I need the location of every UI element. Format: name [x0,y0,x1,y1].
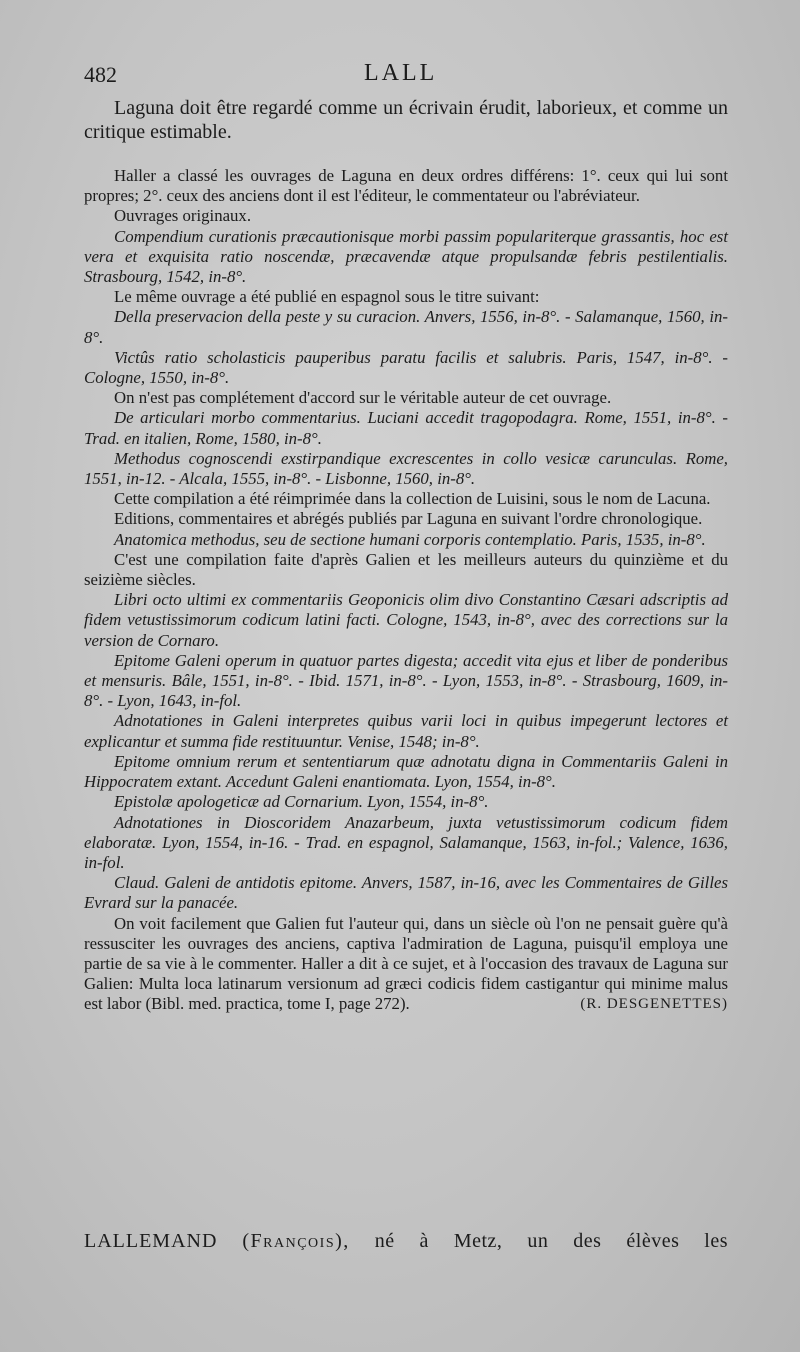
paragraph-text: On voit facilement que Galien fut l'auteur qui, dans un siècle où l'on ne pensait guère qu'à ressusciter les ouvrages des anciens, captiva l'admiration de Laguna, puisqu'il employa une partie de sa vie à le commenter. Haller a dit à ce sujet, et à l'occasion des travaux de Laguna sur Galien: Multa loca latinarum versionum ad græci codicis fidem castigantur qui minime malus est labor (Bibl. med. practica, tome I, page 272). [84,913,728,1014]
paragraph: Cette compilation a été réimprimée dans la collection de Luisini, sous le nom de Lacuna. [114,489,711,509]
running-head: LALL [364,60,438,86]
bibliography-entry [84,408,728,448]
entry-title: Epistolæ apologeticæ ad Cornarium. Lyon, 1554, in-8°. [114,792,489,812]
entry-text: né à Metz, un des élèves les [374,1230,729,1252]
bibliography-entry [84,307,728,347]
entry-headword: LALLEMAND [84,1230,218,1252]
bibliography-entry [84,227,728,288]
entry-title: Compendium curationis præcautionisque morbi passim populariterque grassantis, hoc est vera et exquisita ratio noscendæ, præcavendæ atque propulsandæ febris pestilentialis. Strasbourg, 1542, in-8°. [84,226,728,287]
author-signature: (R. DESGENETTES) [580,996,728,1013]
bibliography-entry [84,530,728,550]
body-text [84,96,728,1015]
entry-title: Victûs ratio scholasticis pauperibus paratu facilis et salubris. Paris, 1547, in-8°. - Cologne, 1550, in-8°. [84,347,728,388]
page-number: 482 [84,62,117,87]
entry-forename: (François), [242,1230,350,1252]
bibliography-entry [84,348,728,388]
section-heading: Editions, commentaires et abrégés publiés par Laguna en suivant l'ordre chronologique. [114,509,703,529]
entry-title: Epitome omnium rerum et sententiarum quæ adnotatu digna in Commentariis Galeni in Hippocratem extant. Accedunt Galeni enantiomata. Lyon, 1554, in-8°. [84,751,728,792]
bibliography-entry [84,590,728,651]
paragraph [84,914,728,1015]
page-header [84,58,724,98]
entry-title: Adnotationes in Dioscoridem Anazarbeum, juxta vetustissimorum codicum fidem elaboratæ. Lyon, 1554, in-16. - Trad. en espagnol, Salamanque, 1563, in-fol.; Valence, 1636, in-fol. [84,812,728,872]
bibliography-entry [84,651,728,712]
entry-title: Methodus cognoscendi exstirpandique excrescentes in collo vesicæ carunculas. Rome, 1551, in-12. - Alcala, 1555, in-8°. - Lisbonne, 1560, in-8°. [84,448,728,489]
entry-title: Adnotationes in Galeni interpretes quibus varii loci in quibus impegerunt lectores et explicantur et summa fide restituuntur. Venise, 1548; in-8°. [84,711,728,751]
bibliography-entry [84,752,728,792]
bibliography-entry [84,711,728,751]
entry-title: Epitome Galeni operum in quatuor partes digesta; accedit vita ejus et liber de ponderibus et mensuris. Bâle, 1551, in-8°. - Ibid. 1571, in-8°. - Lyon, 1553, in-8°. - Strasbourg, 1609, in-8°. - Lyon, 1643, in-fol. [84,650,728,711]
bibliography-entry [84,813,728,874]
entry-title: Anatomica methodus, seu de sectione humani corporis contemplatio. Paris, 1535, in-8°. [114,529,706,549]
entry-title: De articulari morbo commentarius. Luciani accedit tragopodagra. Rome, 1551, in-8°. - Trad. en italien, Rome, 1580, in-8°. [84,408,728,448]
bibliography-entry [84,449,728,489]
entry-title: Della preservacion della peste y su curacion. Anvers, 1556, in-8°. - Salamanque, 1560, in-8°. [84,307,728,347]
paragraph: Le même ouvrage a été publié en espagnol sous le titre suivant: [114,287,540,307]
paragraph: On n'est pas complétement d'accord sur le véritable auteur de cet ouvrage. [114,388,612,408]
entry-title: Claud. Galeni de antidotis epitome. Anvers, 1587, in-16, avec les Commentaires de Gilles Evrard sur la panacée. [84,873,728,913]
bibliography-entry [84,873,728,913]
entry-title: Libri octo ultimi ex commentariis Geoponicis olim divo Constantino Cæsari adscriptis ad fidem vetustissimorum codicum latini facti. Cologne, 1543, in-8°, avec des corrections sur la version de Cornaro. [84,590,728,650]
bibliography-entry [84,792,728,812]
next-entry-line [84,1230,728,1253]
paragraph: Haller a classé les ouvrages de Laguna en deux ordres différens: 1°. ceux qui lui sont propres; 2°. ceux des anciens dont il est l'éditeur, le commentateur ou l'abréviateur. [84,166,728,206]
section-heading: Ouvrages originaux. [114,206,252,226]
paragraph: C'est une compilation faite d'après Galien et les meilleurs auteurs du quinzième et du seizième siècles. [84,549,728,590]
paragraph: Laguna doit être regardé comme un écrivain érudit, laborieux, et comme un critique estimable. [84,97,728,143]
